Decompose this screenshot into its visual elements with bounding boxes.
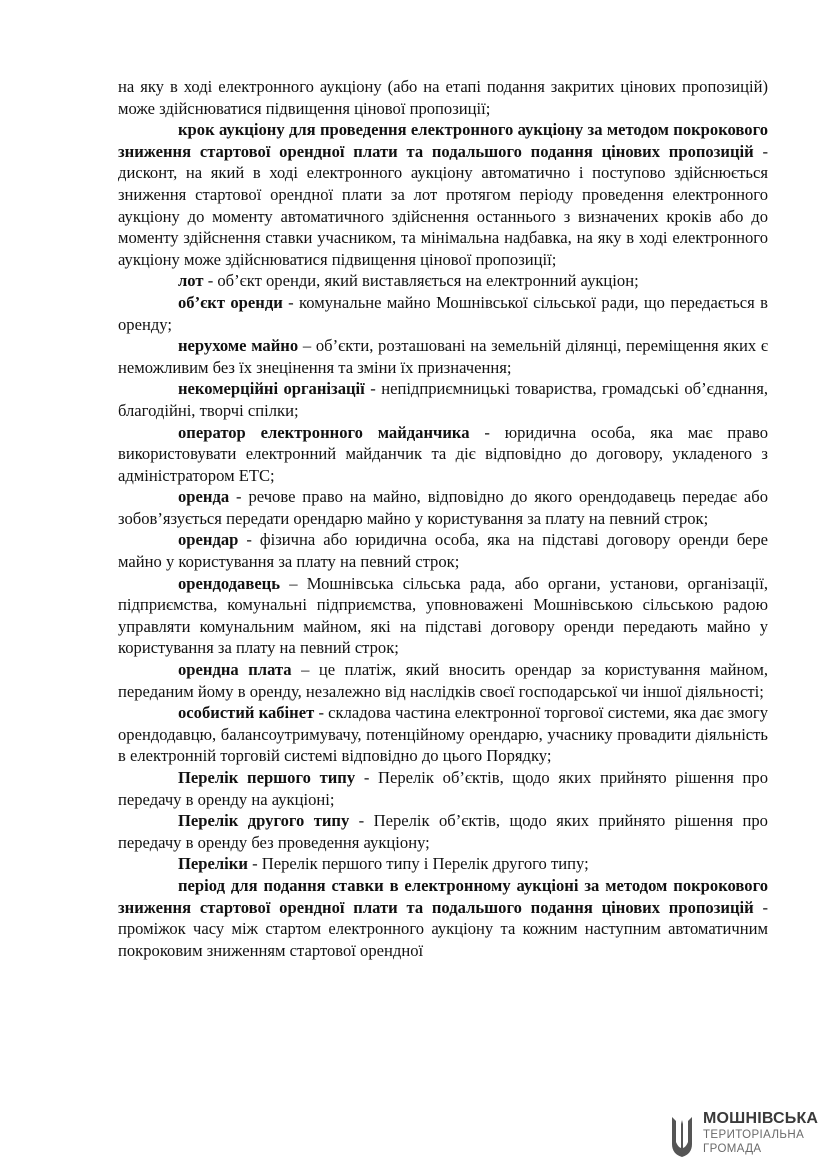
paragraph-10 (118, 659, 768, 702)
paragraph-7 (118, 486, 768, 529)
definition: – це платіж, який вносить орендар за користування майном, переданим йому в оренду, незалежно від наслідків своєї господарської чи іншої діяльності; (118, 660, 768, 701)
term: орендодавець (178, 573, 281, 593)
definition: – Мошнівська сільська рада, або органи, установи, організації, підприємства, комунальні підприємства, уповноважені Мошнівською сільською радою управляти комунальним майном, які на підставі договору оренди передають майно у користування за плату на певний строк; (118, 573, 768, 658)
definition: - фізична або юридична особа, яка на підставі договору оренди бере майно у користування за плату на певний строк; (118, 530, 768, 572)
term: некомерційні організації (178, 379, 365, 399)
term: особистий кабінет (178, 703, 315, 723)
paragraph-12 (118, 767, 768, 810)
term: Перелік першого типу (178, 768, 356, 787)
term: Перелік другого типу (178, 811, 350, 831)
paragraph-15 (118, 875, 768, 961)
paragraph-13 (118, 810, 768, 853)
trident-emblem-icon (668, 1114, 696, 1160)
paragraph-5 (118, 378, 768, 421)
paragraph-0 (118, 76, 768, 119)
term: лот (178, 271, 204, 291)
definition: - Перелік об’єктів, щодо яких прийнято рішення про передачу в оренду на аукціоні; (118, 768, 768, 809)
paragraph-6 (118, 422, 768, 487)
definition: - комунальне майно Мошнівської сільської ради, що передається в оренду; (118, 292, 768, 334)
term: нерухоме майно (178, 336, 299, 356)
community-logo (668, 1110, 818, 1164)
definition: - непідприємницькі товариства, громадські об’єднання, благодійні, творчі спілки; (118, 379, 768, 420)
term: оператор електронного майданчика (178, 422, 470, 442)
paragraph-11 (118, 702, 768, 767)
definition: - складова частина електронної торгової системи, яка дає змогу орендодавцю, балансоутримувачу, потенційному орендарю, учаснику провадити діяльність в електронній торговій системі відповідно до цього Порядку; (118, 703, 768, 766)
term: орендар (178, 530, 239, 550)
paragraph-1 (118, 119, 768, 270)
definition: - проміжок часу між стартом електронного аукціону та кожним наступним автоматичним покроковим зниженням стартової орендної (118, 897, 768, 960)
term: орендна плата (178, 660, 292, 680)
paragraph-4 (118, 335, 768, 378)
definition: - Перелік першого типу і Перелік другого типу; (247, 854, 589, 874)
term: об’єкт оренди (178, 292, 283, 312)
definition: - дисконт, на який в ході електронного аукціону автоматично і поступово здійснюється зниження стартової орендної плати за лот протягом періоду проведення електронного аукціону до моменту автоматичного здійснення останнього з визначених кроків або до моменту здійснення ставки учасником, та мінімальна надбавка, на яку в ході електронного аукціону може здійснюватися підвищення цінової пропозиції; (118, 141, 768, 269)
document-body (118, 76, 768, 961)
definition: - юридична особа, яка має право використовувати електронний майданчик та діє відповідно до договору, укладеного з адміністратором ЕТС; (118, 422, 768, 485)
paragraph-8 (118, 529, 768, 572)
definition: - Перелік об’єктів, щодо яких прийнято рішення про передачу в оренду без проведення аукціону; (118, 811, 768, 852)
definition: на яку в ході електронного аукціону (або на етапі подання закритих цінових пропозицій) може здійснюватися підвищення цінової пропозиції; (118, 77, 768, 118)
paragraph-2 (118, 270, 768, 292)
logo-line-3: ГРОМАДА (703, 1143, 762, 1155)
term: Переліки (178, 854, 248, 874)
logo-line-2: ТЕРИТОРІАЛЬНА (703, 1129, 805, 1141)
definition: – об’єкти, розташовані на земельній ділянці, переміщення яких є неможливим без їх знецінення та зміни їх призначення; (118, 336, 768, 377)
term: період для подання ставки в електронному аукціоні за методом покрокового зниження стартової орендної плати та подальшого подання цінових пропозицій (118, 875, 768, 917)
definition: - об’єкт оренди, який виставляється на електронний аукціон; (203, 271, 639, 291)
logo-line-1: МОШНІВСЬКА (703, 1110, 819, 1127)
paragraph-14 (118, 853, 768, 875)
paragraph-3 (118, 292, 768, 335)
definition: - речове право на майно, відповідно до якого орендодавець передає або зобов’язується передати орендарю майно у користування за плату на певний строк; (118, 487, 768, 528)
term: крок аукціону для проведення електронного аукціону за методом покрокового зниження стартової орендної плати та подальшого подання цінових пропозицій (118, 120, 768, 161)
term: оренда (178, 487, 230, 507)
paragraph-9 (118, 573, 768, 659)
